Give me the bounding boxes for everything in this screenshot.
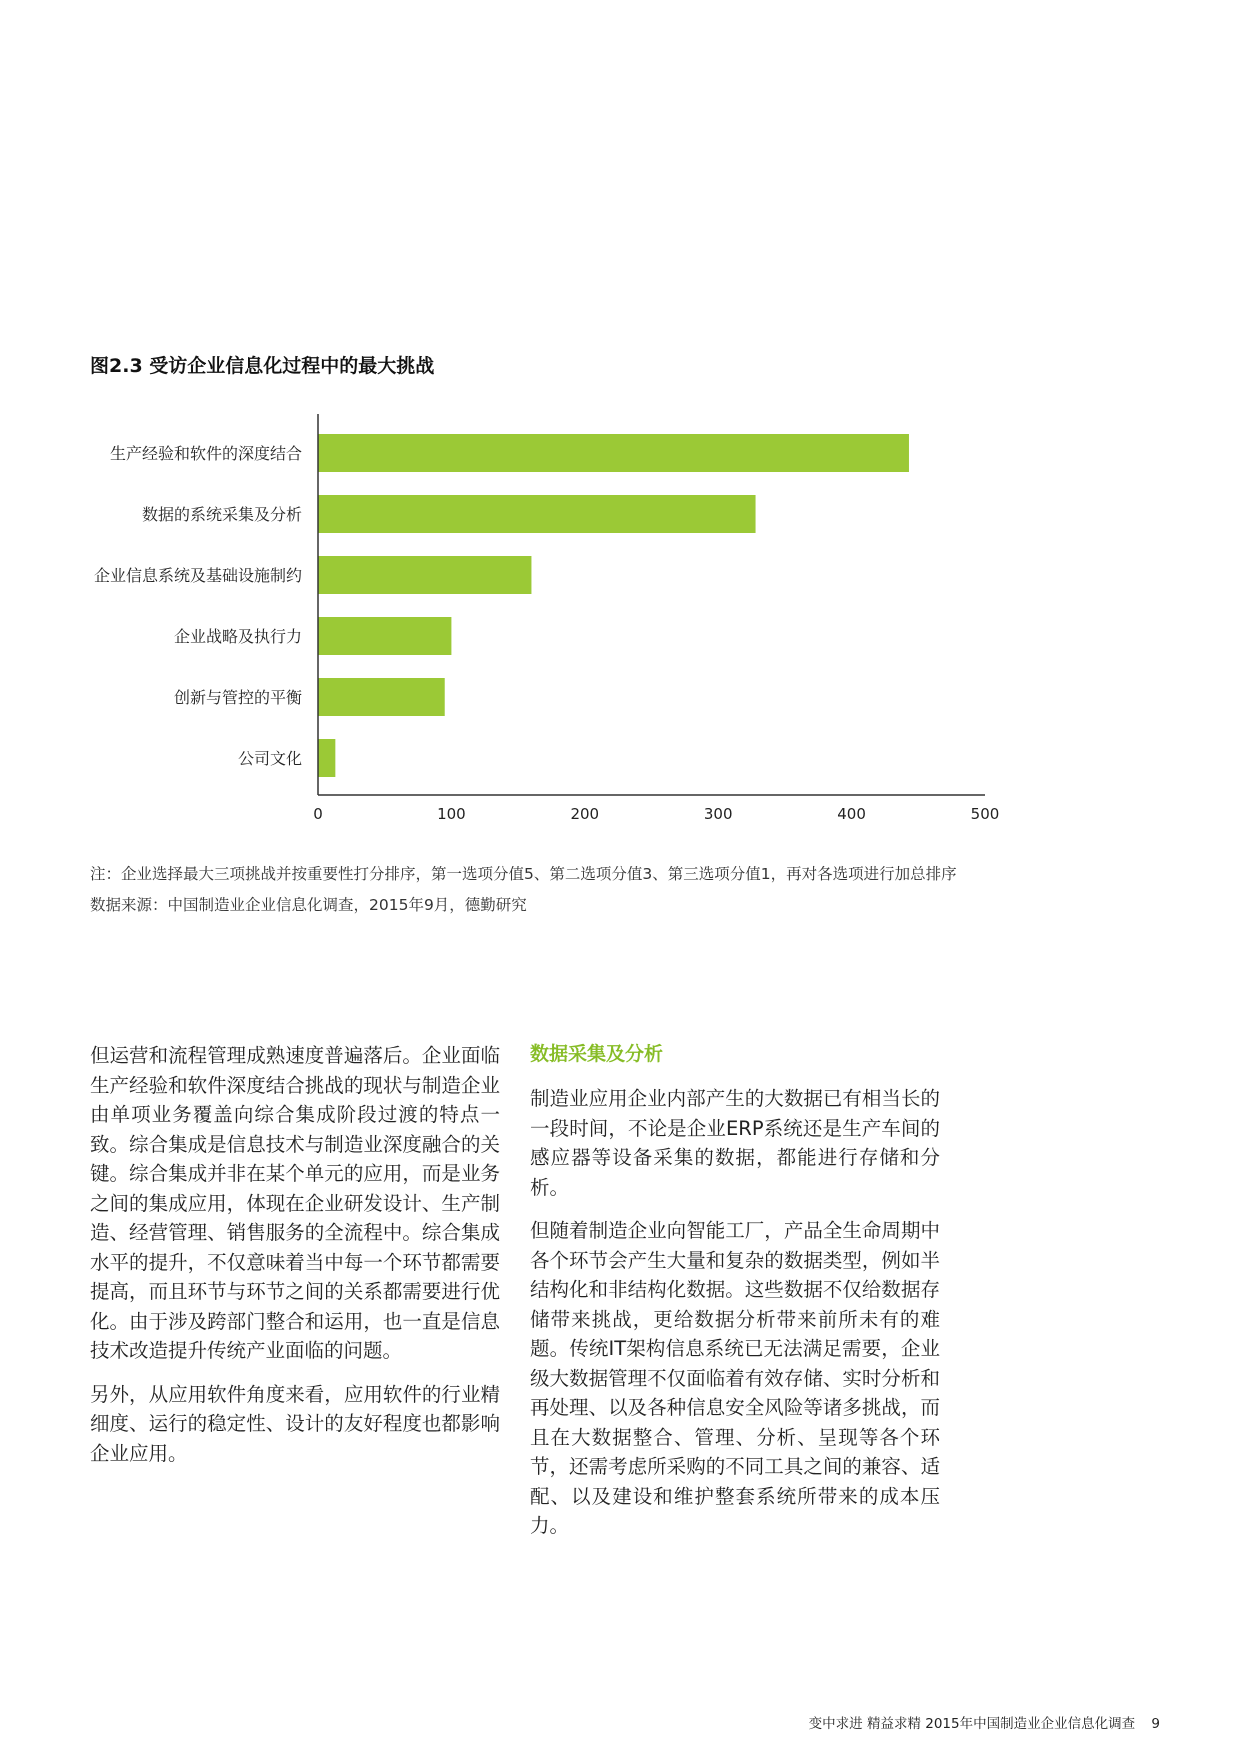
category-label: 企业战略及执行力	[173, 627, 302, 646]
category-label: 数据的系统采集及分析	[141, 505, 302, 524]
footer-text: 变中求进 精益求精 2015年中国制造业企业信息化调查	[808, 1716, 1136, 1732]
x-tick-label: 0	[313, 805, 323, 823]
figure-title: 图2.3 受访企业信息化过程中的最大挑战	[90, 355, 435, 377]
page-footer	[809, 1712, 1160, 1732]
chart-note: 注：企业选择最大三项挑战并按重要性打分排序，第一选项分值5、第二选项分值3、第三选项分值1，再对各选项进行加总排序	[90, 865, 957, 883]
bar	[318, 617, 451, 655]
x-tick-label: 100	[437, 805, 466, 823]
category-label: 公司文化	[237, 749, 302, 768]
category-label: 生产经验和软件的深度结合	[109, 444, 302, 463]
bar-chart	[0, 400, 1240, 840]
bar	[318, 678, 445, 716]
x-tick-label: 300	[703, 805, 733, 823]
bar	[318, 434, 909, 472]
left-column	[90, 1041, 500, 1482]
bar	[318, 739, 335, 777]
x-tick-label: 200	[570, 805, 600, 823]
right-paragraph-1: 制造业应用企业内部产生的大数据已有相当长的一段时间，不论是企业ERP系统还是生产车间的感应器等设备采集的数据，都能进行存储和分析。	[530, 1087, 940, 1199]
section-heading: 数据采集及分析	[530, 1043, 664, 1065]
category-label: 创新与管控的平衡	[173, 688, 302, 707]
category-label: 企业信息系统及基础设施制约	[93, 566, 302, 585]
page-number: 9	[1151, 1716, 1160, 1732]
bar	[318, 495, 756, 533]
left-paragraph-2: 另外，从应用软件角度来看，应用软件的行业精细度、运行的稳定性、设计的友好程度也都影响企业应用。	[90, 1382, 500, 1465]
right-paragraph-2: 但随着制造企业向智能工厂，产品全生命周期中各个环节会产生大量和复杂的数据类型，例如半结构化和非结构化数据。这些数据不仅给数据存储带来挑战，更给数据分析带来前所未有的难题。传统IT架构信息系统已无法满足需要，企业级大数据管理不仅面临着有效存储、实时分析和再处理、以及各种信息安全风险等诸多挑战，而且在大数据整合、管理、分析、呈现等各个环节，还需考虑所采购的不同工具之间的兼容、适配、以及建设和维护整套系统所带来的成本压力。	[530, 1219, 940, 1537]
x-tick-label: 400	[837, 805, 866, 823]
left-paragraph-1: 但运营和流程管理成熟速度普遍落后。企业面临生产经验和软件深度结合挑战的现状与制造企业由单项业务覆盖向综合集成阶段过渡的特点一致。综合集成是信息技术与制造业深度融合的关键。综合集成并非在某个单元的应用，而是业务之间的集成应用，体现在企业研发设计、生产制造、经营管理、销售服务的全流程中。综合集成水平的提升，不仅意味着当中每一个环节都需要提高，而且环节与环节之间的关系都需要进行优化。由于涉及跨部门整合和运用，也一直是信息技术改造提升传统产业面临的问题。	[90, 1044, 500, 1362]
right-column	[530, 1041, 940, 1555]
bar	[318, 556, 531, 594]
x-tick-label: 500	[970, 805, 1000, 823]
chart-source: 数据来源：中国制造业企业信息化调查，2015年9月，德勤研究	[90, 896, 527, 914]
